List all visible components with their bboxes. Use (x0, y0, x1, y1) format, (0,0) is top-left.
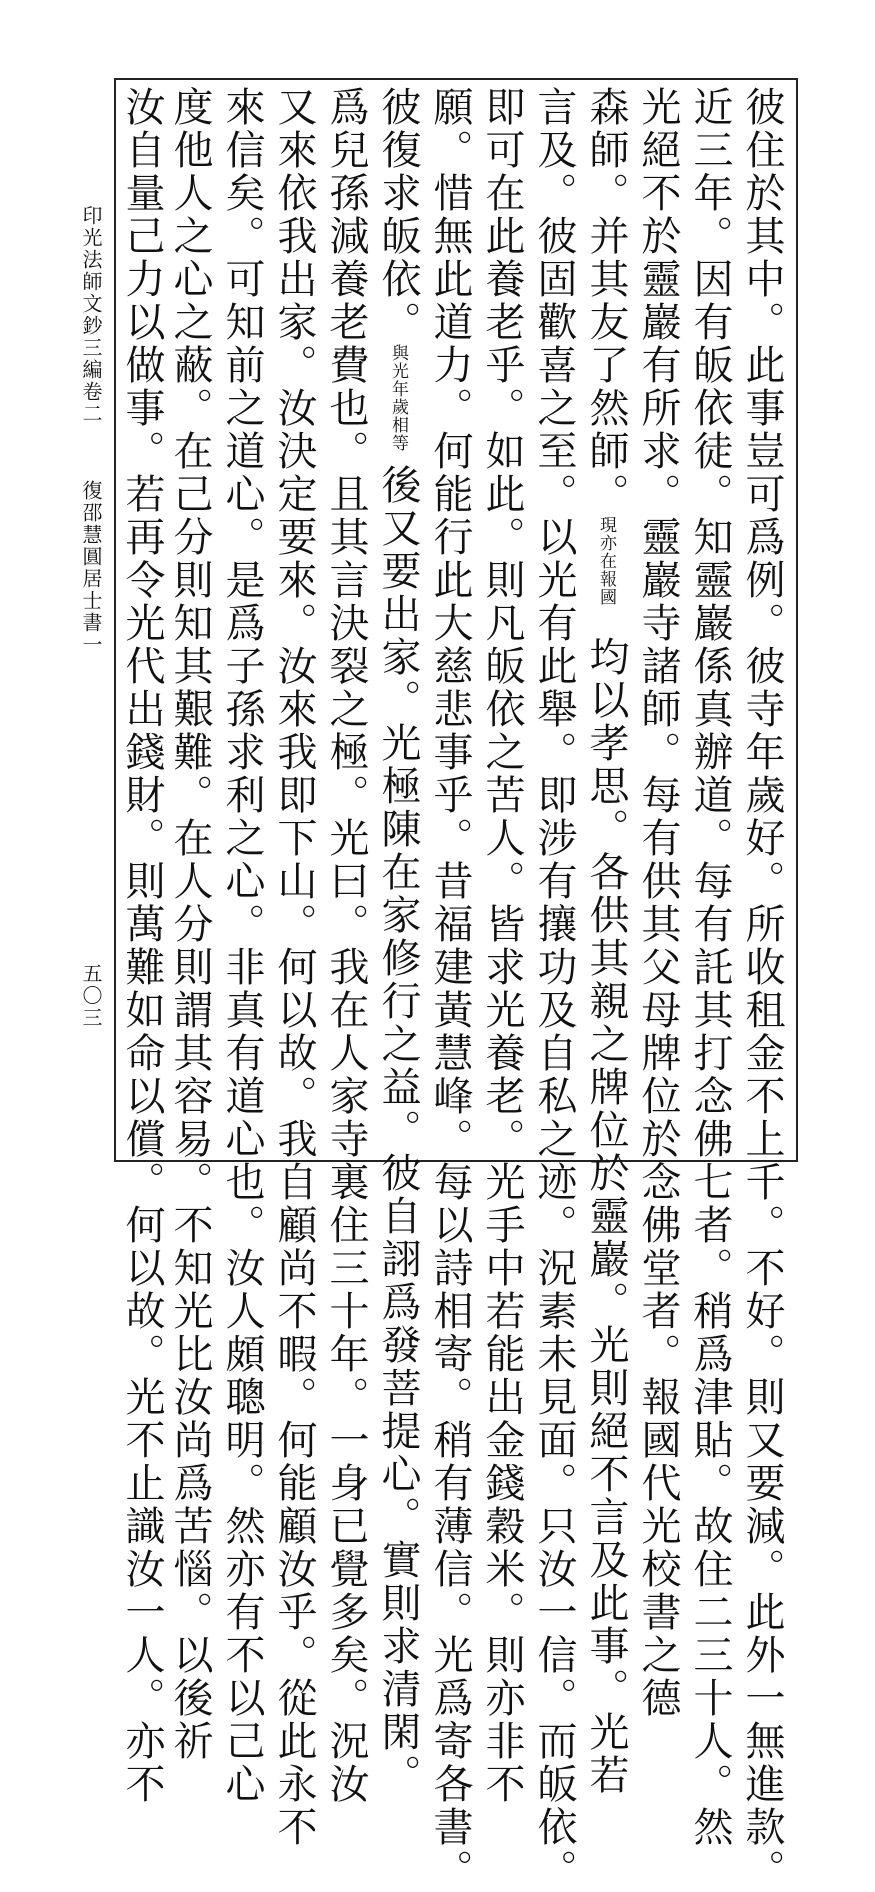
text-column: 來信矣。可知前之道心。是爲子孫求利之心。非真有道心也。汝人頗聰明。然亦有不以己心 (219, 86, 265, 1806)
text-column (581, 86, 631, 1797)
text-column: 光絕不於靈巖有所求。靈巖寺諸師。每有供其父母牌位於念佛堂者。報國代光校書之德 (635, 86, 681, 1720)
text-column (373, 86, 423, 1797)
column-segment: 森師。并其友了然師。 (583, 86, 629, 516)
column-segment: 均以孝思。各供其親之牌位於靈巖。光則絕不言及此事。光若 (583, 636, 629, 1797)
page-number: 五〇三 (79, 963, 103, 1029)
text-column: 又來依我出家。汝決定要來。汝來我即下山。何以故。我自顧尚不暇。何能顧汝乎。從此永不 (271, 86, 317, 1849)
text-column: 度他人之心之蔽。在己分則知其艱難。在人分則謂其容易。不知光比汝尚爲苦惱。以後祈 (167, 86, 213, 1763)
column-segment: 彼復求皈依。 (375, 86, 421, 344)
chapter-title: 復邵慧圓居士書一 (79, 480, 103, 656)
text-column: 彼住於其中。此事豈可爲例。彼寺年歲好。所收租金不上千。不好。則又要減。此外一無進款。 (739, 86, 785, 1892)
text-column: 汝自量己力以做事。若再令光代出錢財。則萬難如命以償。何以故。光不止識汝一人。亦不 (119, 86, 165, 1806)
text-column: 願。惜無此道力。何能行此大慈悲事乎。昔福建黃慧峰。每以詩相寄。稍有薄信。光爲寄各書。 (427, 86, 473, 1892)
inline-note: 與光年歲相等 (388, 344, 408, 452)
book-title: 印光法師文鈔三編卷二 (79, 205, 103, 425)
page-margin (76, 205, 106, 1105)
column-segment: 後又要出家。光極陳在家修行之益。彼自詡爲發菩提心。實則求清閑。 (375, 464, 421, 1797)
text-column: 即可在此養老乎。如此。則凡皈依之苦人。皆求光養老。光手中若能出金錢穀米。則亦非不 (479, 86, 525, 1806)
text-column: 爲兒孫減養老費也。且其言決裂之極。光曰。我在人家寺裏住三十年。一身已覺多矣。況汝 (323, 86, 369, 1806)
text-column: 言及。彼固歡喜之至。以光有此舉。即涉有攘功及自私之迹。況素未見面。只汝一信。而皈依。 (531, 86, 577, 1892)
text-column: 近三年。因有皈依徒。知靈巖係真辦道。每有託其打念佛七者。稍爲津貼。故住二三十人。然 (687, 86, 733, 1849)
inline-note: 現亦在報國 (596, 516, 616, 606)
